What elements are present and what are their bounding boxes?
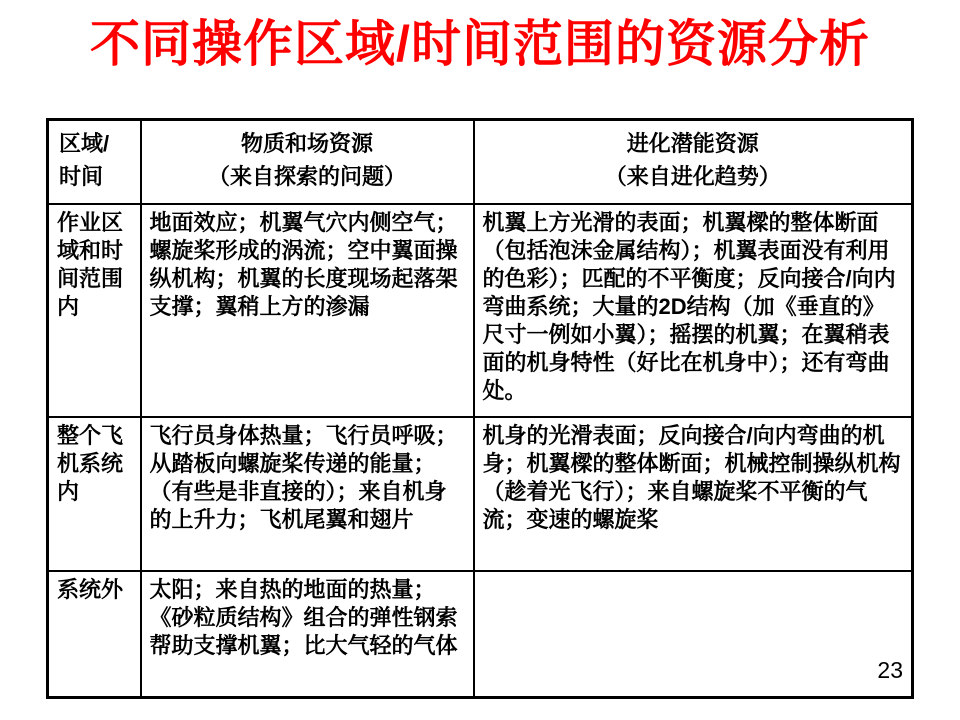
row-label-outside-system: 系统外	[48, 571, 141, 698]
row-label-operation-zone: 作业区域和时间范围内	[48, 204, 141, 417]
header-evolution-potential-title: 进化潜能资源	[626, 131, 759, 156]
cell-material-field-operation-zone: 地面效应；机翼气穴内侧空气；螺旋桨形成的涡流；空中翼面操纵机构；机翼的长度现场起落架支撑；翼稍上方的渗漏	[141, 204, 474, 417]
table-row	[48, 571, 913, 698]
cell-evolution-operation-zone: 机翼上方光滑的表面；机翼樑的整体断面（包括泡沫金属结构）；机翼表面没有利用的色彩）；匹配的不平衡度；反向接合/向内弯曲系统；大量的2D结构（加《垂直的》尺寸一例如小翼）；摇摆的机翼；在翼稍表面的机身特性（好比在机身中）；还有弯曲处。	[474, 204, 913, 417]
header-material-field-title: 物质和场资源	[240, 131, 373, 156]
table-header-row	[48, 120, 913, 205]
page-number: 23	[877, 657, 903, 683]
page-title: 不同操作区域/时间范围的资源分析	[90, 16, 870, 72]
cell-material-field-outside-system: 太阳；来自热的地面的热量；《砂粒质结构》组合的弹性钢索帮助支撑机翼；比大气轻的气体	[141, 571, 474, 698]
table-row	[48, 204, 913, 417]
resource-analysis-table	[46, 118, 914, 699]
header-material-field-resources	[141, 120, 474, 205]
cell-material-field-whole-aircraft: 飞行员身体热量；飞行员呼吸；从踏板向螺旋桨传递的能量；（有些是非直接的）；来自机身的上升力；飞机尾翼和翅片	[141, 417, 474, 571]
header-region-time: 区域/时间	[48, 120, 141, 205]
row-label-whole-aircraft-system: 整个飞机系统内	[48, 417, 141, 571]
cell-evolution-whole-aircraft: 机身的光滑表面；反向接合/向内弯曲的机身；机翼樑的整体断面；机械控制操纵机构（趁着光飞行）；来自螺旋桨不平衡的气流；变速的螺旋桨	[474, 417, 913, 571]
table-row	[48, 417, 913, 571]
header-evolution-potential-subtitle: （来自进化趋势）	[604, 164, 781, 189]
header-evolution-potential-resources	[474, 120, 913, 205]
header-material-field-subtitle: （来自探索的问题）	[207, 164, 406, 189]
